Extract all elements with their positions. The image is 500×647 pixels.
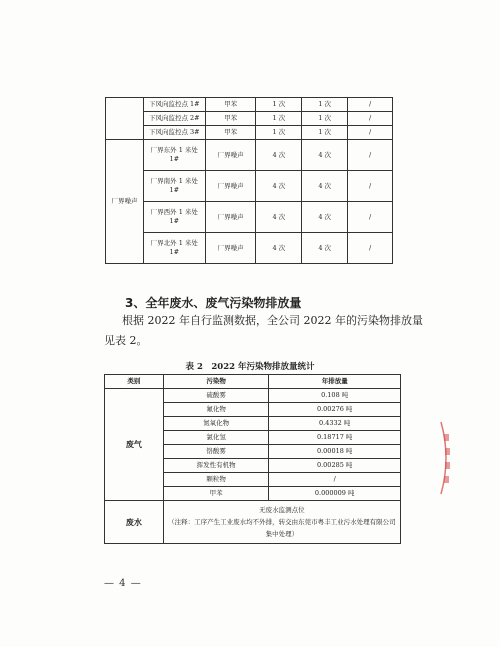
monitor-point: 下风向监控点 1# — [143, 98, 205, 112]
done-count: 4 次 — [302, 233, 348, 264]
amount-cell: 0.00018 吨 — [269, 445, 401, 459]
monitor-item: 厂界噪声 — [205, 171, 256, 202]
note-cell: / — [348, 171, 393, 202]
plan-count: 4 次 — [256, 171, 302, 202]
table-row — [106, 98, 393, 112]
table-row — [106, 126, 393, 140]
water-annotation: （注释：工序产生工业废水均不外排，转交由东莞市粤丰工业污水处理有限公司集中处理） — [168, 518, 396, 538]
pollutant-cell: 铬酸雾 — [163, 445, 269, 459]
plan-count: 4 次 — [256, 140, 302, 171]
monitor-item: 厂界噪声 — [205, 233, 256, 264]
monitor-item: 甲苯 — [205, 126, 256, 140]
monitor-item: 厂界噪声 — [205, 140, 256, 171]
paragraph-line: 见表 2。 — [104, 334, 148, 347]
plan-count: 4 次 — [256, 233, 302, 264]
pollutant-cell: 颗粒物 — [163, 473, 269, 487]
done-count: 4 次 — [302, 202, 348, 233]
note-cell: / — [348, 126, 393, 140]
table-caption: 表 2 2022 年污染物排放量统计 — [185, 362, 315, 372]
table-row — [106, 233, 393, 264]
plan-count: 1 次 — [256, 98, 302, 112]
amount-cell: 0.00276 吨 — [269, 403, 401, 417]
table-header-row — [105, 375, 401, 389]
plan-count: 4 次 — [256, 202, 302, 233]
section-heading: 3、全年废水、废气污染物排放量 — [125, 296, 302, 310]
pollutant-cell: 氮氧化物 — [163, 417, 269, 431]
pollutant-cell: 甲苯 — [163, 487, 269, 501]
done-count: 1 次 — [302, 112, 348, 126]
category-cell — [106, 98, 144, 140]
amount-cell: 0.18717 吨 — [269, 431, 401, 445]
monitor-item: 厂界噪声 — [205, 202, 256, 233]
pollutant-cell: 氟化物 — [163, 403, 269, 417]
amount-cell: 0.4332 吨 — [269, 417, 401, 431]
seal-stamp-edge — [439, 418, 453, 498]
table-row — [105, 501, 401, 544]
monitoring-table-continued — [105, 97, 393, 264]
water-status: 无废水监测点位 — [259, 506, 305, 514]
amount-cell: 0.00285 吨 — [269, 459, 401, 473]
plan-count: 1 次 — [256, 126, 302, 140]
table-row — [106, 140, 393, 171]
done-count: 4 次 — [302, 140, 348, 171]
table-row — [105, 389, 401, 403]
done-count: 1 次 — [302, 98, 348, 112]
note-cell: / — [348, 233, 393, 264]
table-row — [106, 112, 393, 126]
monitor-point: 厂界南外 1 米处 1# — [143, 171, 205, 202]
paragraph-line: 根据 2022 年自行监测数据，全公司 2022 年的污染物排放量 — [122, 314, 423, 327]
monitor-item: 甲苯 — [205, 98, 256, 112]
plan-count: 1 次 — [256, 112, 302, 126]
emissions-table — [104, 374, 401, 544]
amount-cell: / — [269, 473, 401, 487]
note-cell: / — [348, 140, 393, 171]
note-cell: / — [348, 98, 393, 112]
monitor-point: 厂界西外 1 米处 1# — [143, 202, 205, 233]
table-row — [106, 171, 393, 202]
amount-cell: 0.000009 吨 — [269, 487, 401, 501]
table-row — [106, 202, 393, 233]
page-number: — 4 — — [104, 578, 142, 589]
monitor-point: 下风向监控点 2# — [143, 112, 205, 126]
note-cell: / — [348, 202, 393, 233]
monitor-item: 甲苯 — [205, 112, 256, 126]
monitor-point: 下风向监控点 3# — [143, 126, 205, 140]
note-cell: / — [348, 112, 393, 126]
column-header: 污染物 — [163, 375, 269, 389]
done-count: 1 次 — [302, 126, 348, 140]
monitor-point: 厂界北外 1 米处 1# — [143, 233, 205, 264]
water-note-cell — [163, 501, 400, 544]
column-header: 年排放量 — [269, 375, 401, 389]
done-count: 4 次 — [302, 171, 348, 202]
column-header: 类别 — [105, 375, 164, 389]
water-category-cell: 废水 — [105, 501, 164, 544]
amount-cell: 0.108 吨 — [269, 389, 401, 403]
gas-category-cell: 废气 — [105, 389, 164, 501]
pollutant-cell: 硫酸雾 — [163, 389, 269, 403]
pollutant-cell: 氯化氢 — [163, 431, 269, 445]
monitor-point: 厂界东外 1 米处 1# — [143, 140, 205, 171]
noise-category-cell: 厂界噪声 — [106, 140, 144, 264]
pollutant-cell: 挥发性有机物 — [163, 459, 269, 473]
